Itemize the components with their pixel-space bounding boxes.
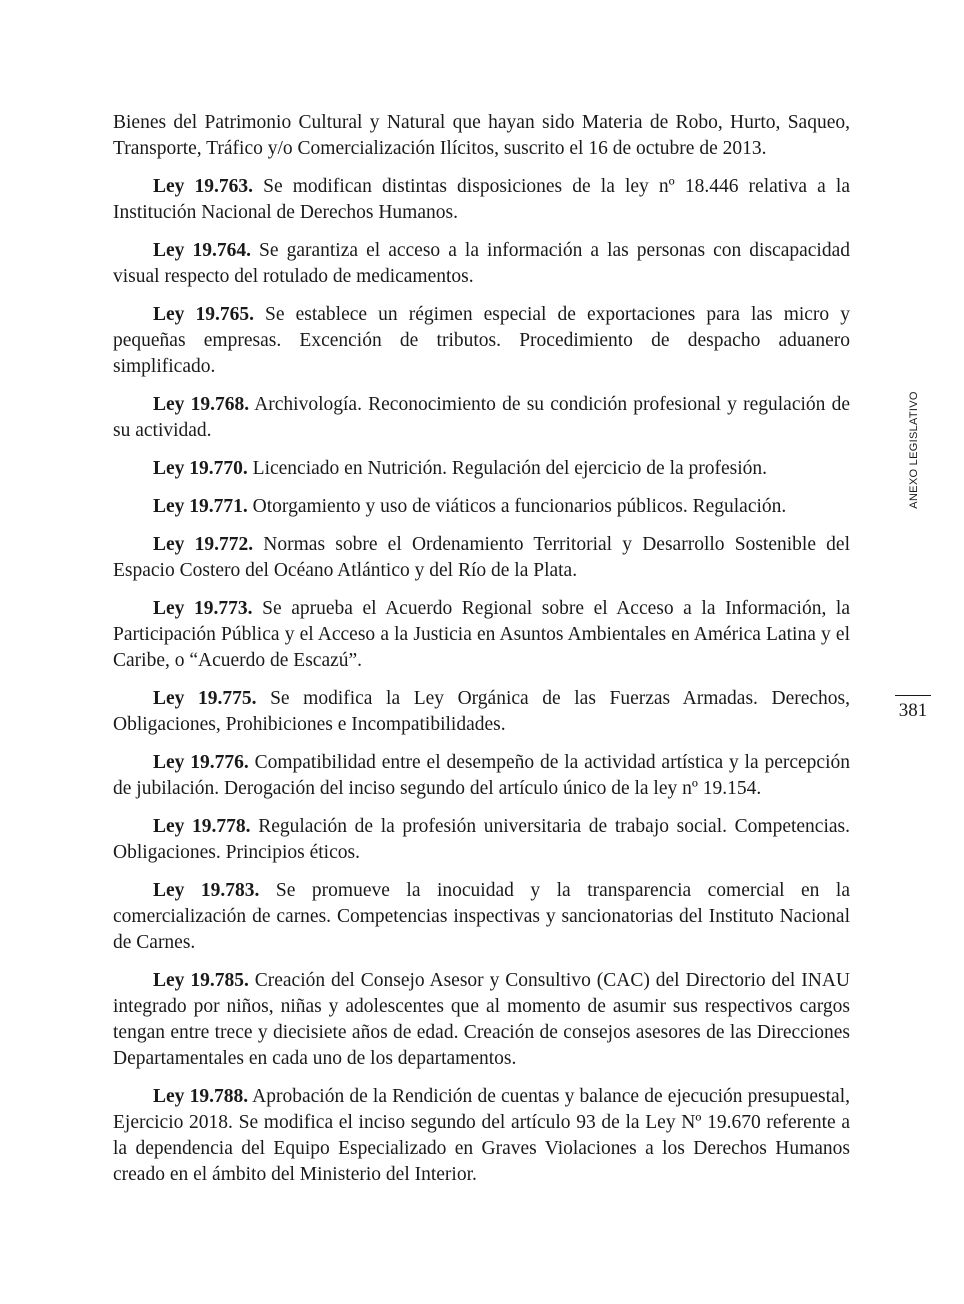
law-number: Ley 19.763. [153,176,254,197]
law-number: Ley 19.773. [153,598,253,619]
law-entry [113,532,850,584]
law-number: Ley 19.765. [153,304,254,325]
law-number: Ley 19.771. [153,496,248,517]
law-description: Se modifica la Ley Orgánica de las Fuerzas Armadas. Derechos, Obligaciones, Prohibiciones e Incompatibilidades. [113,688,850,735]
law-number: Ley 19.783. [153,880,260,901]
law-entry [113,494,850,520]
law-number: Ley 19.775. [153,688,257,709]
law-description: Aprobación de la Rendición de cuentas y balance de ejecución presupuestal, Ejercicio 2018. Se modifica el inciso segundo del artículo 93 de la Ley Nº 19.670 referente a la dependencia del Equipo Especializado en Graves Violaciones a los Derechos Humanos creado en el ámbito del Ministerio del Interior. [113,1086,850,1185]
law-number: Ley 19.768. [153,394,250,415]
law-description: Se establece un régimen especial de exportaciones para las micro y pequeñas empresas. Excención de tributos. Procedimiento de despacho aduanero simplificado. [113,304,850,377]
law-description: Creación del Consejo Asesor y Consultivo (CAC) del Directorio del INAU integrado por niños, niñas y adolescentes que al momento de asumir sus respectivos cargos tengan entre trece y diecisiete años de edad. Creación de consejos asesores de las Direcciones Departamentales en cada uno de los departamentos. [113,970,850,1069]
law-description: Compatibilidad entre el desempeño de la actividad artística y la percepción de jubilación. Derogación del inciso segundo del artículo único de la ley nº 19.154. [113,752,850,799]
law-entry [113,456,850,482]
law-entry [113,1084,850,1188]
page-number-rule [895,695,931,696]
section-side-label-text: ANEXO LEGISLATIVO [908,391,920,509]
law-number: Ley 19.785. [153,970,249,991]
page-number: 381 [898,700,928,721]
law-entry [113,814,850,866]
law-description: Se promueve la inocuidad y la transparencia comercial en la comercialización de carnes. Competencias inspectivas y sancionatorias del Instituto Nacional de Carnes. [113,880,850,953]
law-entry [113,878,850,956]
law-description: Otorgamiento y uso de viáticos a funcionarios públicos. Regulación. [247,496,787,517]
law-description: Se modifican distintas disposiciones de la ley nº 18.446 relativa a la Institución Nacional de Derechos Humanos. [113,176,850,223]
law-number: Ley 19.770. [153,458,248,479]
law-number: Ley 19.764. [153,240,251,261]
law-description: Se garantiza el acceso a la información a las personas con discapacidad visual respecto del rotulado de medicamentos. [113,240,850,287]
law-description: Regulación de la profesión universitaria de trabajo social. Competencias. Obligaciones. Principios éticos. [113,816,850,863]
law-entry [113,968,850,1072]
law-number: Ley 19.788. [153,1086,249,1107]
section-side-label [904,388,924,512]
law-entry [113,174,850,226]
law-description: Normas sobre el Ordenamiento Territorial y Desarrollo Sostenible del Espacio Costero del Océano Atlántico y del Río de la Plata. [113,534,850,581]
law-description: Se aprueba el Acuerdo Regional sobre el Acceso a la Información, la Participación Pública y el Acceso a la Justicia en Asuntos Ambientales en América Latina y el Caribe, o “Acuerdo de Escazú”. [113,598,850,671]
law-number: Ley 19.778. [153,816,251,837]
document-body [113,110,850,1200]
intro-paragraph: Bienes del Patrimonio Cultural y Natural que hayan sido Materia de Robo, Hurto, Saqueo, Transporte, Tráfico y/o Comercialización Ilícitos, suscrito el 16 de octubre de 2013. [113,112,850,159]
law-entry [113,596,850,674]
law-entry [113,302,850,380]
law-entry [113,686,850,738]
law-description: Licenciado en Nutrición. Regulación del ejercicio de la profesión. [247,458,768,479]
law-description: Archivología. Reconocimiento de su condición profesional y regulación de su actividad. [113,394,850,441]
law-entry [113,238,850,290]
law-number: Ley 19.776. [153,752,249,773]
law-entry [113,750,850,802]
law-entry [113,392,850,444]
law-number: Ley 19.772. [153,534,254,555]
